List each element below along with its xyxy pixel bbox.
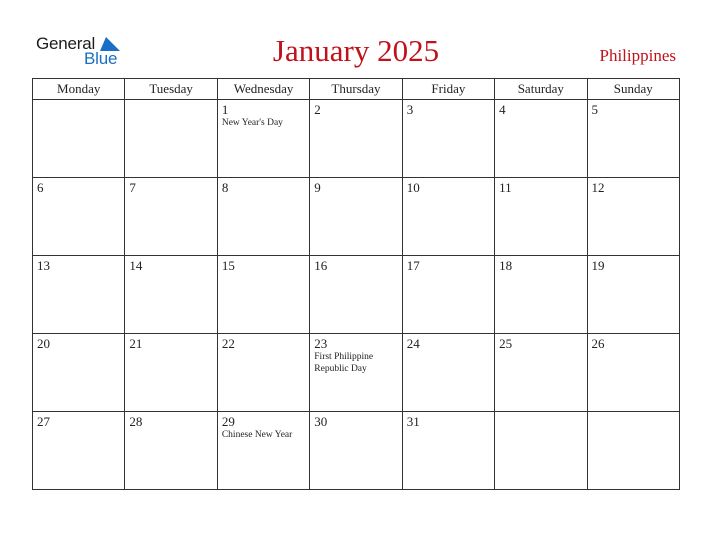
day-number: 23 — [314, 336, 328, 351]
logo-text-general: General — [36, 34, 96, 53]
day-number: 5 — [591, 102, 599, 117]
day-number: 8 — [221, 180, 229, 195]
day-number: 27 — [37, 414, 50, 429]
calendar-day-cell — [402, 256, 494, 334]
calendar-day-cell — [587, 178, 679, 256]
calendar-day-cell — [402, 100, 494, 178]
calendar-body — [33, 100, 680, 490]
day-number: 3 — [406, 102, 414, 117]
day-number: 28 — [129, 414, 143, 429]
holiday-label: First Philippine Republic Day — [314, 352, 374, 374]
logo-text-blue: Blue — [84, 49, 118, 68]
calendar-day-cell — [587, 256, 679, 334]
day-number: 21 — [129, 336, 143, 351]
day-number: 15 — [221, 258, 235, 273]
calendar-day-cell — [33, 100, 125, 178]
calendar-week-row — [33, 178, 680, 256]
calendar-day-cell — [587, 412, 679, 490]
calendar-day-cell — [587, 100, 679, 178]
calendar-day-cell — [310, 178, 402, 256]
day-number: 10 — [406, 180, 420, 195]
weekday-header: Friday — [402, 79, 494, 100]
day-number: 4 — [499, 102, 506, 117]
calendar-day-cell — [217, 256, 309, 334]
calendar-week-row — [33, 256, 680, 334]
calendar-day-cell — [33, 256, 125, 334]
calendar-day-cell — [125, 334, 217, 412]
day-number: 14 — [129, 258, 143, 273]
calendar-day-cell — [33, 412, 125, 490]
calendar-day-cell — [217, 100, 309, 178]
calendar-day-cell — [402, 178, 494, 256]
day-number: 16 — [314, 258, 328, 273]
calendar-day-cell — [125, 178, 217, 256]
day-number: 7 — [129, 180, 136, 195]
weekday-header: Saturday — [495, 79, 587, 100]
day-number: 19 — [591, 258, 605, 273]
calendar-grid — [32, 78, 680, 490]
holiday-label: New Year's Day — [221, 118, 283, 128]
weekday-header: Thursday — [310, 79, 402, 100]
calendar-week-row — [33, 334, 680, 412]
day-number: 26 — [591, 336, 605, 351]
day-number: 24 — [406, 336, 420, 351]
calendar-day-cell — [310, 412, 402, 490]
calendar-week-row — [33, 100, 680, 178]
calendar-day-cell — [310, 256, 402, 334]
weekday-header: Monday — [33, 79, 125, 100]
weekday-header: Wednesday — [217, 79, 309, 100]
calendar-day-cell — [495, 256, 587, 334]
calendar-day-cell — [33, 334, 125, 412]
day-number: 13 — [37, 258, 50, 273]
calendar-day-cell — [217, 178, 309, 256]
calendar-day-cell — [495, 334, 587, 412]
day-number: 11 — [499, 180, 512, 195]
day-number: 9 — [314, 180, 321, 195]
calendar-day-cell — [402, 412, 494, 490]
day-number: 12 — [591, 180, 605, 195]
day-number: 18 — [499, 258, 513, 273]
calendar-day-cell — [217, 412, 309, 490]
day-number: 17 — [406, 258, 420, 273]
calendar-day-cell — [125, 412, 217, 490]
calendar-week-row — [33, 412, 680, 490]
calendar-day-cell — [310, 334, 402, 412]
day-number: 2 — [314, 102, 321, 117]
day-number: 25 — [499, 336, 513, 351]
day-number: 20 — [37, 336, 50, 351]
holiday-label: Chinese New Year — [221, 430, 293, 440]
day-number: 29 — [221, 414, 235, 429]
calendar-day-cell — [587, 334, 679, 412]
day-number: 6 — [37, 180, 44, 195]
calendar-day-cell — [125, 256, 217, 334]
calendar-day-cell — [217, 334, 309, 412]
country-label: Philippines — [599, 46, 676, 65]
calendar-day-cell — [495, 412, 587, 490]
weekday-header-row — [33, 79, 680, 100]
day-number: 31 — [406, 414, 420, 429]
day-number: 1 — [221, 102, 229, 117]
weekday-header: Tuesday — [125, 79, 217, 100]
day-number: 30 — [314, 414, 328, 429]
calendar-day-cell — [495, 178, 587, 256]
weekday-header: Sunday — [587, 79, 679, 100]
calendar-day-cell — [402, 334, 494, 412]
calendar-day-cell — [310, 100, 402, 178]
calendar-day-cell — [33, 178, 125, 256]
calendar-day-cell — [495, 100, 587, 178]
calendar-day-cell — [125, 100, 217, 178]
day-number: 22 — [221, 336, 235, 351]
page-title: January 2025 — [272, 33, 440, 68]
